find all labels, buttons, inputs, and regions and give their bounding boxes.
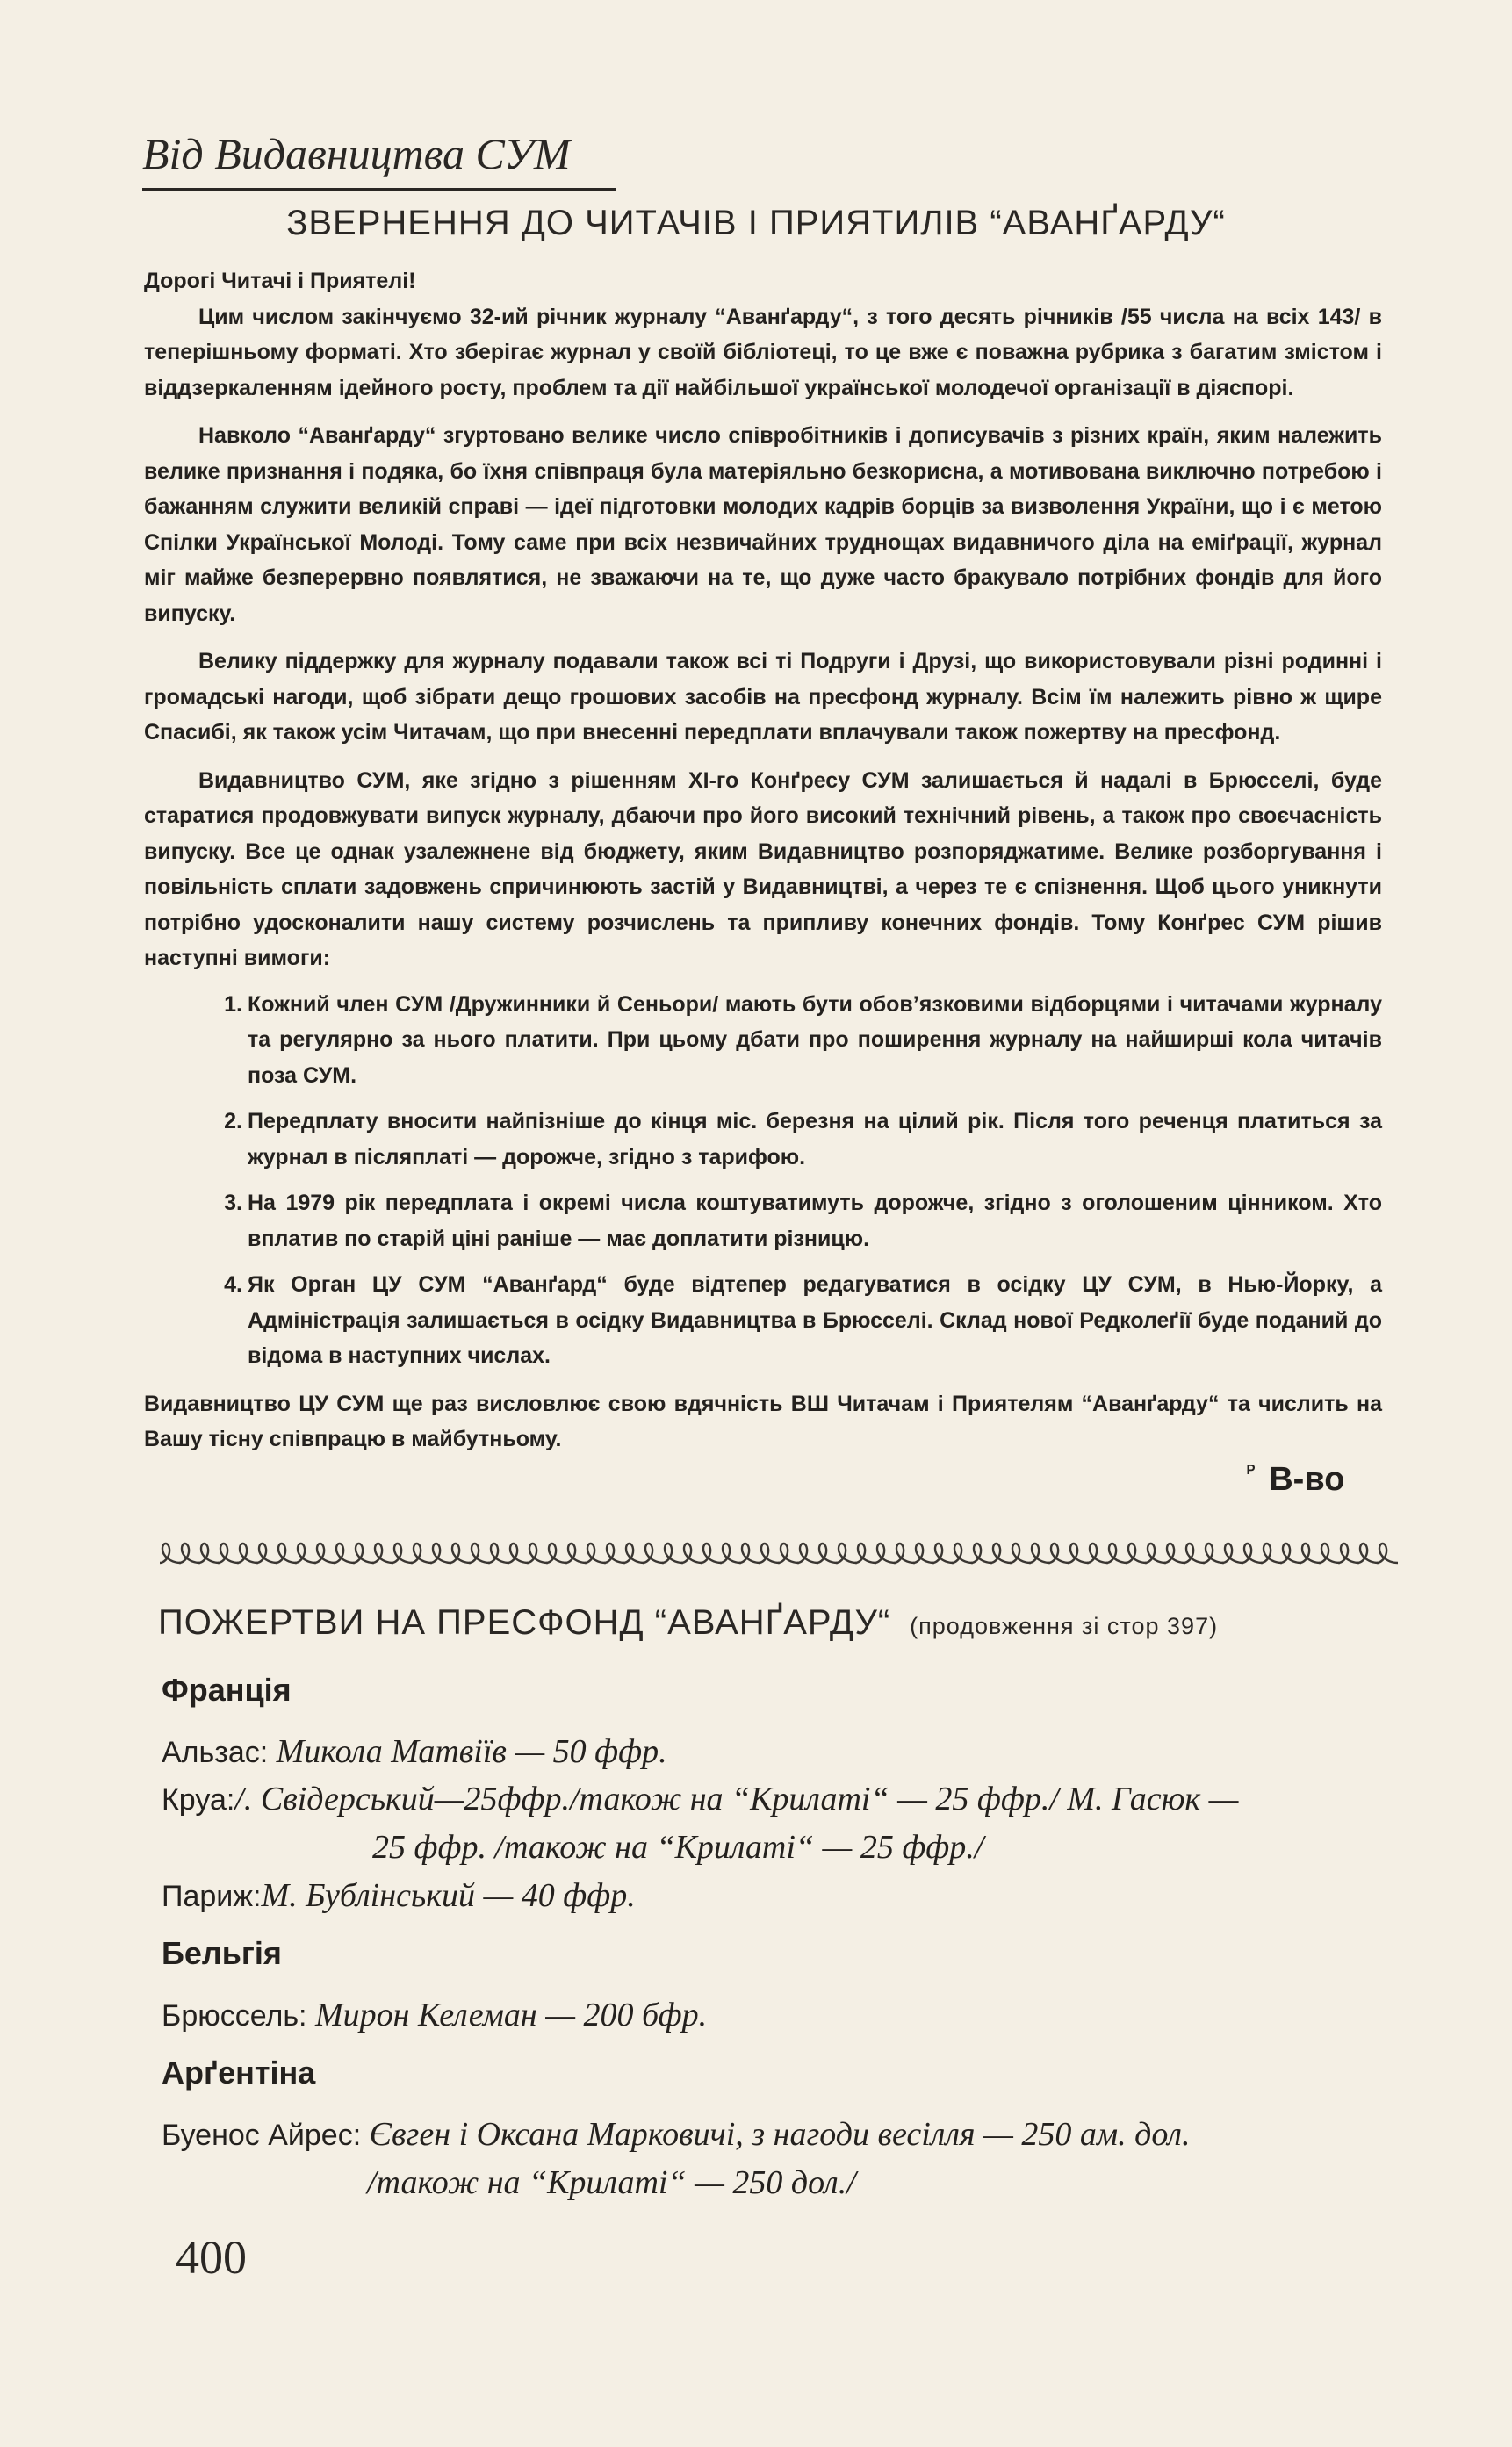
ornament-loop: [198, 1544, 220, 1563]
ornament-loop: [855, 1544, 876, 1563]
appeal-title: ЗВЕРНЕННЯ ДО ЧИТАЧІВ І ПРИЯТИЛІВ “АВАНҐАРДУ“: [286, 204, 1226, 242]
continuation-note: (продовження зі стор 397): [910, 1613, 1219, 1639]
ornament-loop: [256, 1544, 277, 1563]
ornament-loop: [546, 1544, 567, 1563]
ornament-loop: [797, 1544, 818, 1563]
ornament-loop: [623, 1544, 644, 1563]
ornament-loop: [990, 1544, 1012, 1563]
ornament-loop: [720, 1544, 741, 1563]
ornament-loop: [585, 1544, 606, 1563]
ornament-loop: [1338, 1544, 1359, 1563]
ornament-loop: [450, 1544, 471, 1563]
signature-text: В-во: [1269, 1461, 1345, 1498]
donation-entry: [162, 1728, 1417, 1776]
ornament-loop: [952, 1544, 973, 1563]
ornament-loop: [1106, 1544, 1127, 1563]
ornament-loop: [1261, 1544, 1282, 1563]
ornament-loop: [1010, 1544, 1031, 1563]
ornament-loop: [1222, 1544, 1243, 1563]
signature: [1247, 1461, 1344, 1499]
requirement-item: [144, 1267, 1382, 1374]
ornament-loop: [894, 1544, 915, 1563]
donation-city: Париж:: [162, 1880, 262, 1913]
donations-heading: ПОЖЕРТВИ НА ПРЕСФОНД “АВАНҐАРДУ“: [158, 1603, 891, 1642]
country-heading: Бельгія: [162, 1935, 282, 1971]
ornament-loop: [681, 1544, 702, 1563]
donation-city: Альзас:: [162, 1736, 269, 1769]
ornament-loop: [1164, 1544, 1185, 1563]
ornament-loop: [1319, 1544, 1340, 1563]
requirement-number: 4.: [224, 1272, 242, 1297]
ornament-loop: [469, 1544, 490, 1563]
country-heading: Арґентіна: [162, 2055, 316, 2091]
ornament-loop: [372, 1544, 393, 1563]
donation-text: М. Бублінський — 40 ффр.: [261, 1877, 636, 1914]
closing-paragraph: Видавництво ЦУ СУМ ще раз висловлює свою вдячність ВШ Читачам і Приятелям “Аванґарду“ та числить на Вашу тісну співпрацю в майбутньому.: [144, 1391, 1382, 1451]
ornament-loop: [392, 1544, 413, 1563]
ornament-loop: [334, 1544, 355, 1563]
appeal-article: [144, 263, 1382, 1457]
donation-entry: [162, 1991, 1417, 2040]
ornament-loop: [295, 1544, 316, 1563]
requirement-number: 3.: [224, 1191, 242, 1215]
requirement-item: [144, 1104, 1382, 1175]
paragraph-1: Цим числом закінчуємо 32-ий річник журналу “Аванґарду“, з того десять річників /55 числа на всіх 143/ в теперішньому форматі. Хто зберігає журнал у своїй бібліотеці, то це вже є поважна рубрика з багатим змістом і віддзеркаленням ідейного росту, проблем та дії найбільшої української молодечої організації в діяспорі.: [144, 304, 1382, 400]
requirement-text: Як Орган ЦУ СУМ “Аванґард“ буде відтепер редагуватися в осідку ЦУ СУМ, в Нью-Йорку, а Адміністрація залишається в осідку Видавництва в Брюсселі. Склад нової Редколеґії буде поданий до відома в наступних числах.: [248, 1272, 1382, 1368]
ornament-loop: [1357, 1544, 1379, 1563]
paragraph-4: Видавництво СУМ, яке згідно з рішенням XI-го Конґресу СУМ залишається й надалі в Брюсселі, буде старатися продовжувати випуск журналу, дбаючи про його високий технічний рівень, а також про своєчасність випуску. Все це однак узалежнене від бюджету, яким Видавництво розпоряджатиме. Велике розборгування і повільність сплати задовжень спричинюють застій у Видавництві, а через те є спізнення. Щоб цього уникнути потрібно удосконалити нашу систему розчислень та припливу конечних фондів. Тому Конґрес СУМ рішив наступні вимоги:: [144, 767, 1382, 970]
donation-entry: [162, 2111, 1417, 2206]
donation-entry: [162, 1775, 1417, 1871]
donation-entry: [162, 1872, 1417, 1920]
donations-title: [158, 1603, 1218, 1643]
greeting: Дорогі Читачі і Приятелі!: [144, 269, 416, 293]
ornament-loop: [875, 1544, 896, 1563]
ornament-loop: [179, 1544, 200, 1563]
ornament-loop: [778, 1544, 799, 1563]
ornament-loop: [527, 1544, 548, 1563]
donation-city: Брюссель:: [162, 1999, 307, 2033]
ornament-loop: [353, 1544, 374, 1563]
requirements-list: [144, 987, 1382, 1374]
ornament-loop: [314, 1544, 335, 1563]
country-heading: Франція: [162, 1672, 292, 1708]
donation-text: /. Свідерський—25ффр./також на “Крилаті“ — 25 ффр./ М. Гасюк —: [234, 1781, 1239, 1817]
donation-text: Микола Матвіїв — 50 ффр.: [276, 1733, 667, 1770]
signature-mark: ᴾ: [1247, 1461, 1256, 1483]
ornament-loop: [1048, 1544, 1069, 1563]
ornament-loop: [1242, 1544, 1263, 1563]
requirement-text: Передплату вносити найпізніше до кінця міс. березня на цілий рік. Після того реченця платиться за журнал в післяплаті — дорожче, згідно з тарифою.: [248, 1109, 1382, 1170]
requirement-item: [144, 1185, 1382, 1256]
donation-city: Буенос Айрес:: [162, 2119, 362, 2152]
requirement-item: [144, 987, 1382, 1094]
paragraph-2: Навколо “Аванґарду“ згуртовано велике число співробітників і дописувачів з різних країн, яким належить велике признання і подяка, бо їхня співпраця була матеріяльно безкорисна, а мотивована виключно потребою і бажанням служити великій справі — ідеї підготовки молодих кадрів борців за визволення України, що і є метою Спілки Української Молоді. Тому саме при всіх незвичайних труднощах видавничого діла на еміґрації, журнал міг майже безперервно появлятися, не зважаючи на те, що дуже часто бракувало потрібних фондів для його випуску.: [144, 423, 1382, 626]
ornament-loop: [1145, 1544, 1166, 1563]
requirement-text: Кожний член СУМ /Дружинники й Сеньори/ мають бути обов’язковими відборцями і читачами журналу та регулярно за нього платити. При цьому дбати про поширення журналу на найширші кола читачів поза СУМ.: [248, 991, 1382, 1088]
ornament-loop: [411, 1544, 432, 1563]
ornament-loop: [237, 1544, 258, 1563]
section-rule: [142, 188, 616, 191]
ornament-loop: [1068, 1544, 1089, 1563]
ornament-loop: [160, 1544, 181, 1563]
ornament-loop: [1377, 1544, 1398, 1563]
ornament-loop: [488, 1544, 509, 1563]
ornament-loop: [430, 1544, 451, 1563]
ornament-loop: [1087, 1544, 1108, 1563]
ornament-loop: [836, 1544, 857, 1563]
ornament-loop: [565, 1544, 587, 1563]
donation-text: Мирон Келеман — 200 бфр.: [314, 1997, 708, 2033]
requirement-number: 1.: [224, 991, 242, 1017]
donation-text-continued: /також на “Крилаті“ — 250 дол./: [367, 2164, 856, 2201]
ornament-loop: [817, 1544, 838, 1563]
section-header: Від Видавництва СУМ: [142, 129, 571, 178]
ornament-loop: [1300, 1544, 1321, 1563]
ornament-loop: [1184, 1544, 1205, 1563]
page-number: 400: [176, 2231, 247, 2284]
ornament-loop: [759, 1544, 780, 1563]
donation-city: Круа:: [162, 1783, 235, 1817]
ornament-loop: [643, 1544, 664, 1563]
ornament-loop: [739, 1544, 760, 1563]
ornament-loop: [276, 1544, 297, 1563]
requirement-text: На 1979 рік передплата і окремі числа коштуватимуть дорожче, згідно з оголошеним цінником. Хто вплатив по старій ціні раніше — має доплатити різницю.: [248, 1191, 1382, 1251]
ornament-loop: [1203, 1544, 1224, 1563]
ornament-loop: [971, 1544, 992, 1563]
ornament-loop: [604, 1544, 625, 1563]
ornament-loop: [508, 1544, 529, 1563]
donation-text: Євген і Оксана Марковичі, з нагоди весілля — 250 ам. дол.: [369, 2116, 1191, 2153]
decorative-divider: [158, 1537, 1405, 1572]
ornament-loop: [662, 1544, 683, 1563]
ornament-loop: [913, 1544, 934, 1563]
ornament-loop: [1126, 1544, 1147, 1563]
ornament-loop: [932, 1544, 954, 1563]
ornament-loop: [701, 1544, 722, 1563]
ornament-loop: [1029, 1544, 1050, 1563]
paragraph-3: Велику піддержку для журналу подавали також всі ті Подруги і Друзі, що використовували різні родинні і громадські нагоди, щоб зібрати дещо грошових засобів на пресфонд журналу. Всім їм належить рівно ж щире Спасибі, як також усім Читачам, що при внесенні передплати вплачували також пожертву на пресфонд.: [144, 649, 1382, 745]
requirement-number: 2.: [224, 1109, 242, 1134]
donation-text-continued: 25 ффр. /також на “Крилаті“ — 25 ффр./: [372, 1829, 984, 1866]
ornament-loop: [1280, 1544, 1301, 1563]
ornament-loop: [218, 1544, 239, 1563]
